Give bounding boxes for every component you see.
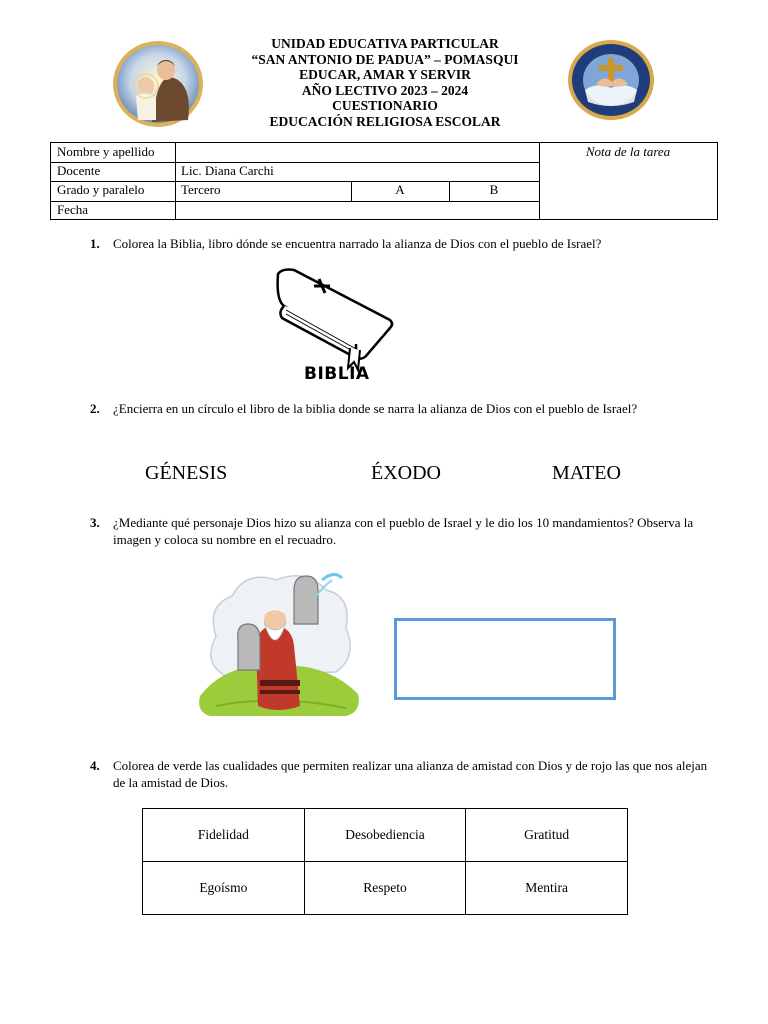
header-motto: EDUCAR, AMAR Y SERVIR: [299, 67, 471, 83]
school-seal-logo: [566, 38, 656, 122]
quality-cell-egoismo[interactable]: Egoísmo: [143, 862, 305, 915]
header-school-type: UNIDAD EDUCATIVA PARTICULAR: [271, 36, 499, 51]
quality-cell-desobediencia[interactable]: Desobediencia: [304, 809, 466, 862]
question-2-number: 2.: [90, 401, 100, 416]
date-label: Fecha: [57, 202, 89, 217]
question-4-number: 4.: [90, 758, 100, 773]
header-subject: EDUCACIÓN RELIGIOSA ESCOLAR: [269, 113, 501, 129]
question-4-text: Colorea de verde las cualidades que permiten realizar una alianza de amistad con Dios y de rojo las que nos alejan de la amistad de Dios.: [113, 758, 708, 790]
quality-cell-fidelidad[interactable]: Fidelidad: [143, 809, 305, 862]
name-label: Nombre y apellido: [57, 144, 155, 159]
task-grade-label: Nota de la tarea: [585, 144, 671, 159]
grade-value: Tercero: [181, 182, 221, 197]
grade-label: Grado y paralelo: [57, 182, 145, 197]
moses-name-answer-box[interactable]: [394, 618, 616, 700]
option-exodo[interactable]: ÉXODO: [371, 462, 441, 484]
school-logo-saint: [112, 40, 204, 128]
student-info-table: [50, 142, 718, 220]
bible-label: BIBLIA: [304, 364, 370, 384]
header-school-name: “SAN ANTONIO DE PADUA” – POMASQUI: [251, 51, 519, 67]
table-row: [143, 862, 628, 915]
teacher-value: Lic. Diana Carchi: [181, 163, 274, 178]
teacher-label: Docente: [57, 163, 101, 178]
name-field[interactable]: [175, 143, 539, 162]
question-2-text: ¿Encierra en un círculo el libro de la biblia donde se narra la alianza de Dios con el pueblo de Israel?: [113, 401, 638, 416]
option-mateo[interactable]: MATEO: [552, 462, 621, 484]
table-row: [143, 809, 628, 862]
document-header: [220, 36, 550, 130]
quality-cell-mentira[interactable]: Mentira: [466, 862, 628, 915]
question-3-number: 3.: [90, 515, 100, 530]
quality-cell-respeto[interactable]: Respeto: [304, 862, 466, 915]
header-school-year: AÑO LECTIVO 2023 – 2024: [301, 82, 469, 98]
qualities-table: [142, 808, 628, 915]
parallel-a[interactable]: A: [395, 182, 405, 197]
header-document-type: CUESTIONARIO: [332, 98, 438, 114]
quality-cell-gratitud[interactable]: Gratitud: [466, 809, 628, 862]
option-genesis[interactable]: GÉNESIS: [145, 462, 228, 484]
question-3-text: ¿Mediante qué personaje Dios hizo su alianza con el pueblo de Israel y le dio los 10 mandamientos? Observa la imagen y coloca su nombre en el recuadro.: [113, 515, 694, 547]
question-1-number: 1.: [90, 236, 100, 251]
parallel-b[interactable]: B: [489, 182, 499, 197]
question-1-text: Colorea la Biblia, libro dónde se encuentra narrado la alianza de Dios con el pueblo de Israel?: [113, 236, 602, 251]
date-field[interactable]: [175, 201, 539, 219]
moses-illustration: [196, 566, 362, 720]
